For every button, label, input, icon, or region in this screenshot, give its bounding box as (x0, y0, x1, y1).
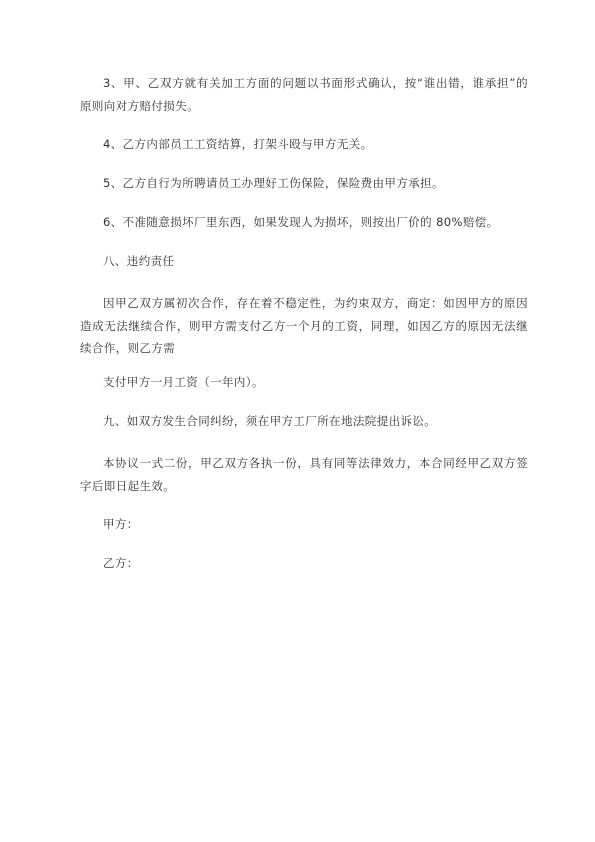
party-b-signature-line: 乙方： (103, 556, 139, 570)
clause-5-injury-insurance: 5、乙方自行为所聘请员工办理好工伤保险，保险费由甲方承担。 (103, 176, 444, 190)
clause-6-damage-compensation: 6、不准随意损坏厂里东西，如果发现人为损坏，则按出厂价的 80%赔偿。 (103, 215, 499, 229)
section-8-continuation: 支付甲方一月工资（一年内）。 (103, 375, 264, 389)
section-8-body: 因甲乙双方属初次合作，存在着不稳定性，为约束双方，商定：如因甲方的原因造成无法继续合作，则甲方需支付乙方一个月的工资，同理，如因乙方的原因无法继续合作，则乙方需 (80, 296, 528, 355)
section-9-dispute-resolution: 九、如双方发生合同纠纷，须在甲方工厂所在地法院提出诉讼。 (103, 414, 437, 428)
agreement-effectiveness: 本协议一式二份，甲乙双方各执一份，具有同等法律效力，本合同经甲乙双方签字后即日起生效。 (80, 456, 528, 493)
party-a-signature-line: 甲方： (103, 517, 139, 531)
section-8-heading: 八、违约责任 (103, 254, 175, 268)
clause-3-processing-issues: 3、甲、乙双方就有关加工方面的问题以书面形式确认，按“谁出错，谁承担”的原则向对方赔付损失。 (80, 76, 528, 113)
clause-4-wage-settlement: 4、乙方内部员工工资结算，打架斗殴与甲方无关。 (103, 137, 373, 151)
